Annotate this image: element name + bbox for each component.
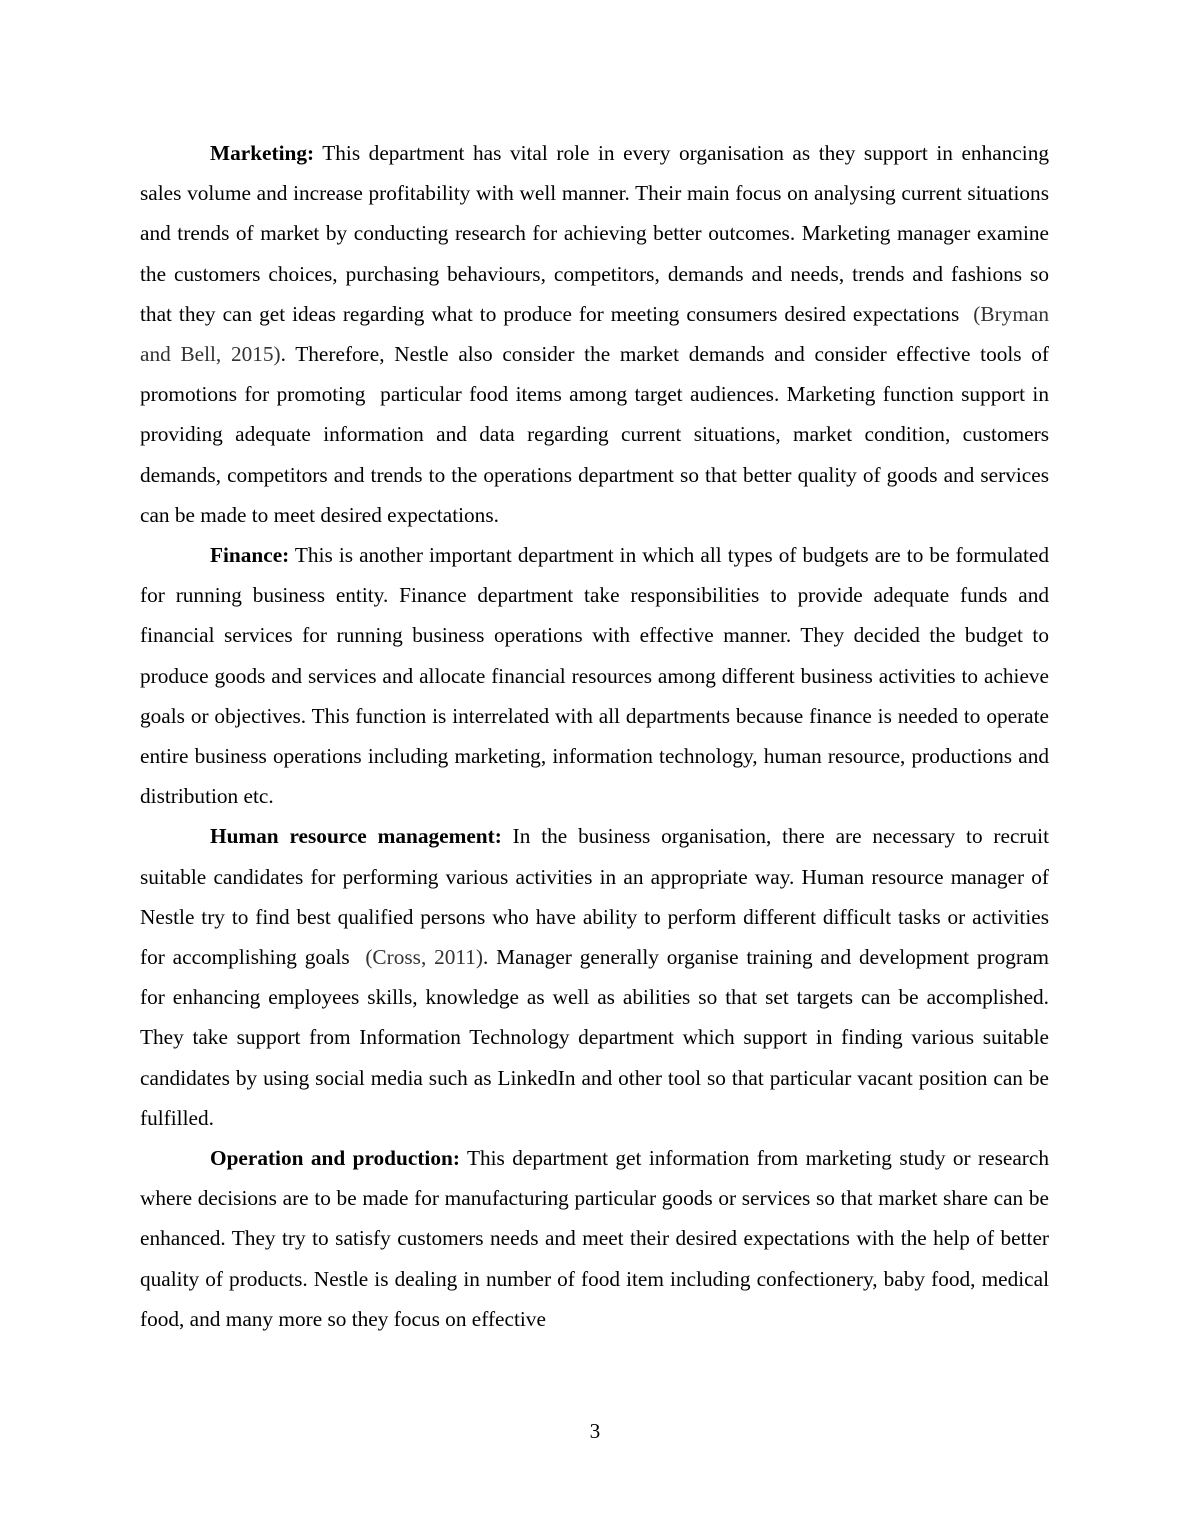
hrm-text-part-2: . Manager generally organise training and development program for enhancing employees skills, knowledge as well as abilities so that set targets can be accomplished. They take support from Information Technology department which support in finding various suitable candidates by using social media such as LinkedIn and other tool so that particular vacant position can be fulfilled. (140, 945, 1049, 1130)
finance-text: This is another important department in which all types of budgets are to be formulated for running business entity. Finance department take responsibilities to provide adequate funds and financial services for running business operations with effective manner. They decided the budget to produce goods and services and allocate financial resources among different business activities to achieve goals or objectives. This function is interrelated with all departments because finance is needed to operate entire business operations including marketing, information technology, human resource, productions and distribution etc. (140, 543, 1049, 809)
heading-operations: Operation and production: (210, 1146, 460, 1171)
page-number: 3 (589, 1419, 601, 1443)
hrm-text-part-1: In the business organisation, there are necessary to recruit suitable candidates for performing various activities in an appropriate way. Human resource manager of Nestle try to find best qualified persons who have ability to perform different difficult tasks or activities for accomplishing goals (140, 824, 1049, 970)
paragraph-finance (140, 535, 1049, 816)
heading-hrm: Human resource management: (210, 824, 502, 849)
heading-finance: Finance: (210, 543, 290, 568)
citation-cross: (Cross, 2011) (365, 945, 484, 970)
paragraph-marketing (140, 133, 1049, 535)
citation-bryman-bell: (Bryman and Bell, 2015) (140, 301, 1049, 367)
paragraph-hrm (140, 816, 1049, 1138)
marketing-text-part-1: This department has vital role in every organisation as they support in enhancing sales volume and increase profitability with well manner. Their main focus on analysing current situations and trends of market by conducting research for achieving better outcomes. Marketing manager examine the customers choices, purchasing behaviours, competitors, demands and needs, trends and fashions so that they can get ideas regarding what to produce for meeting consumers desired expectations (140, 141, 1049, 326)
marketing-text-part-2: . Therefore, Nestle also consider the market demands and consider effective tools of promotions for promoting particular food items among target audiences. Marketing function support in providing adequate information and data regarding current situations, market condition, customers demands, competitors and trends to the operations department so that better quality of goods and services can be made to meet desired expectations. (140, 342, 1049, 527)
heading-marketing: Marketing: (210, 141, 315, 165)
document-body (140, 133, 1049, 1339)
operations-text: This department get information from marketing study or research where decisions are to be made for manufacturing particular goods or services so that market share can be enhanced. They try to satisfy customers needs and meet their desired expectations with the help of better quality of products. Nestle is dealing in number of food item including confectionery, baby food, medical food, and many more so they focus on effective (140, 1146, 1049, 1331)
paragraph-operations (140, 1138, 1049, 1339)
